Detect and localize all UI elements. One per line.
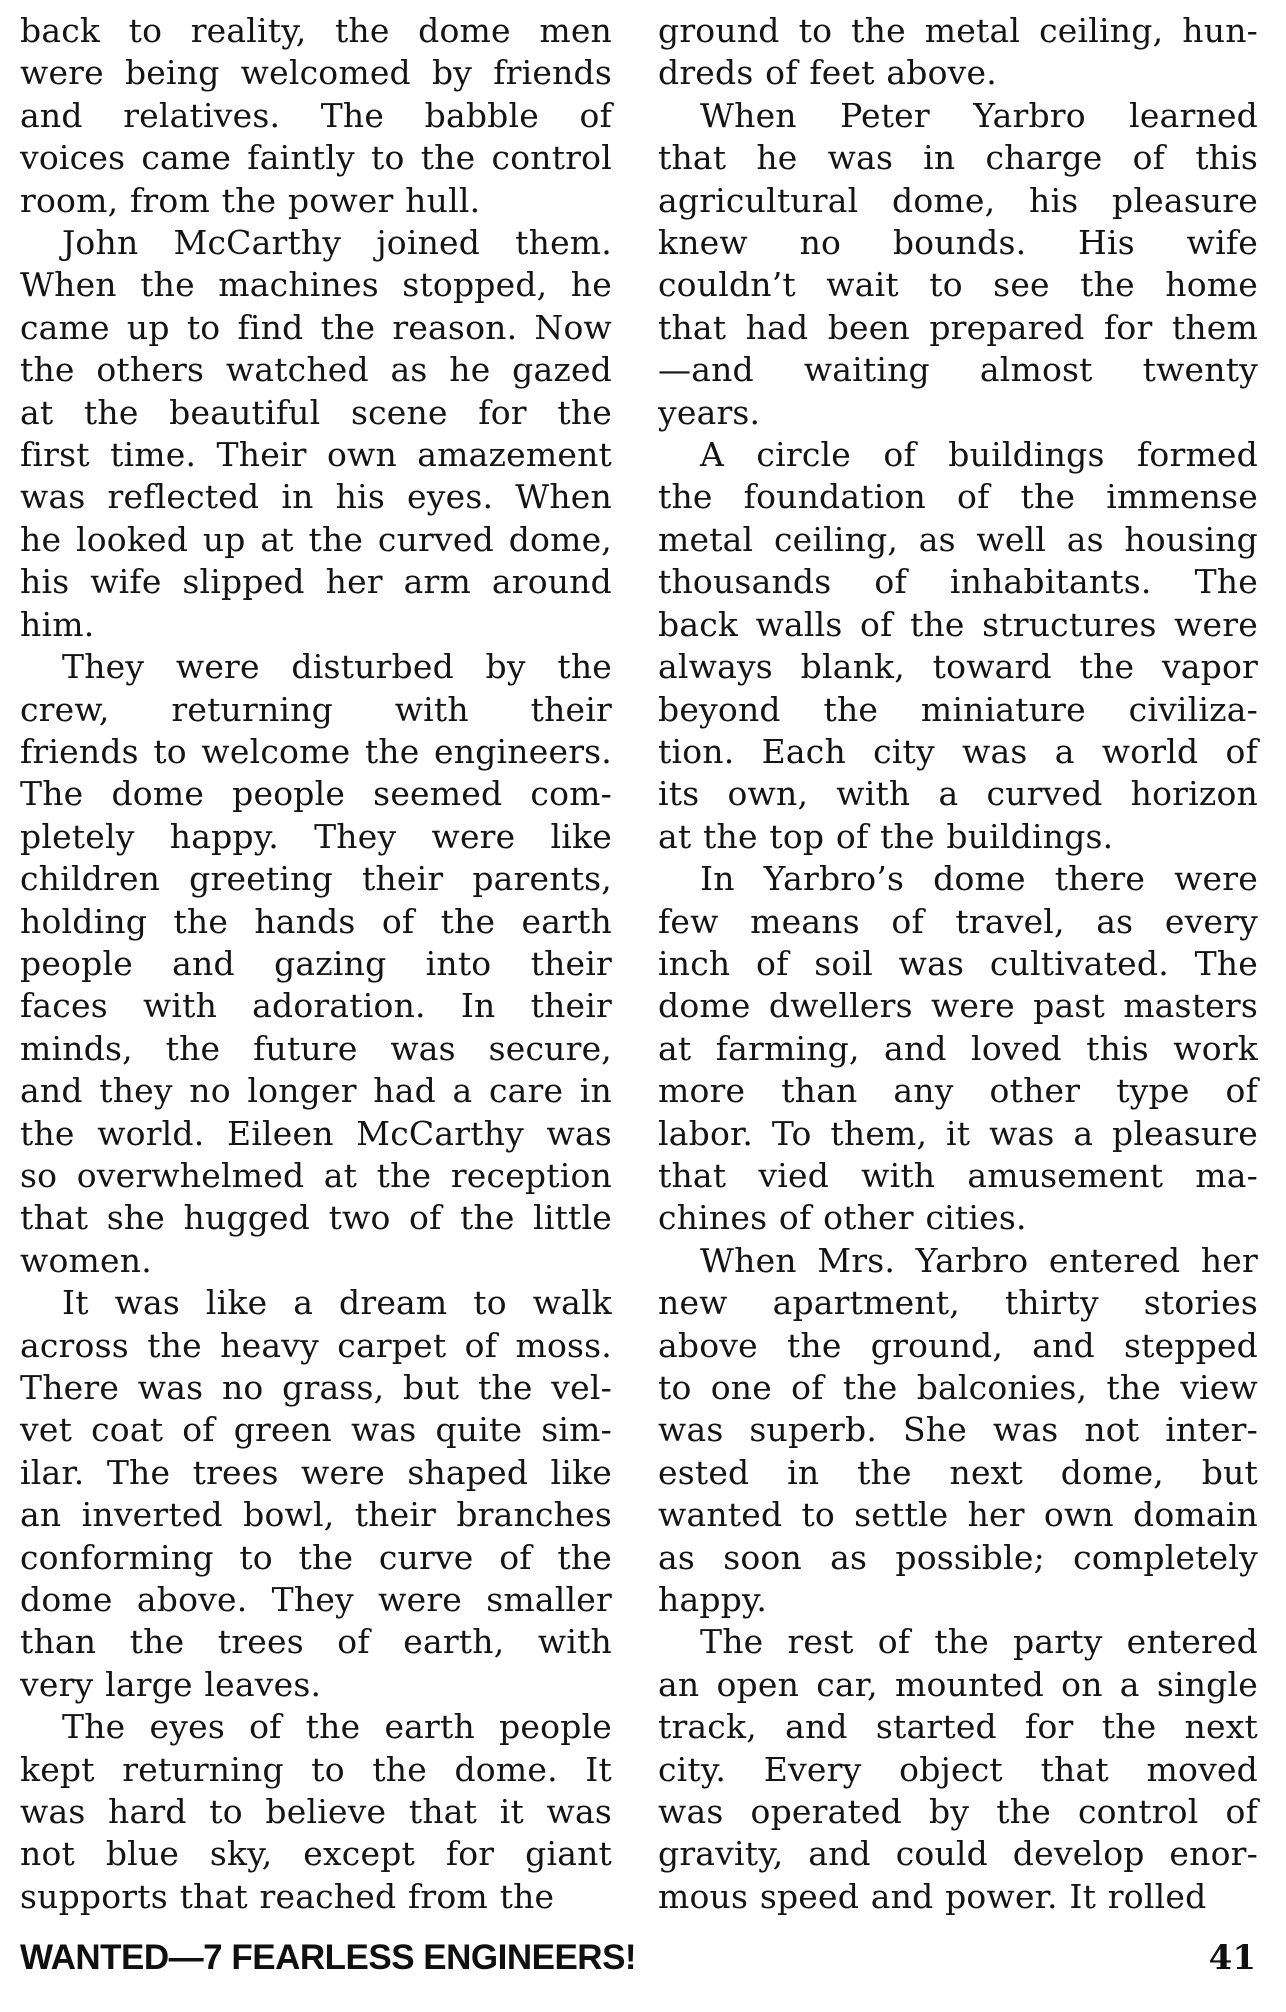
text-line: friends to welcome the engineers. <box>20 731 612 771</box>
text-line: women. <box>20 1240 152 1280</box>
text-line: at farming, and loved this work <box>658 1028 1258 1068</box>
text-line: pletely happy. They were like <box>20 816 612 856</box>
text-line: The rest of the party entered <box>700 1622 1258 1662</box>
text-line: —and waiting almost twenty <box>658 350 1258 390</box>
paragraph <box>20 646 612 1282</box>
text-line: the world. Eileen McCarthy was <box>20 1113 612 1153</box>
text-line: tion. Each city was a world of <box>658 731 1258 771</box>
text-line: The dome people seemed com- <box>20 774 612 814</box>
running-title: WANTED—7 FEARLESS ENGINEERS! <box>20 1938 637 1977</box>
text-line: across the heavy carpet of moss. <box>20 1325 612 1365</box>
text-line: and relatives. The babble of <box>20 95 612 135</box>
text-line: and they no longer had a care in <box>20 1071 612 1111</box>
text-line: room, from the power hull. <box>20 180 481 220</box>
text-line: came up to find the reason. Now <box>20 307 612 347</box>
text-line: that she hugged two of the little <box>20 1198 612 1238</box>
text-line: faces with adoration. In their <box>20 986 612 1026</box>
text-column <box>20 10 612 1918</box>
paragraph <box>20 222 612 646</box>
text-line: couldn’t wait to see the home <box>658 265 1258 305</box>
text-line: dome dwellers were past masters <box>658 986 1258 1026</box>
text-line: the others watched as he gazed <box>20 350 612 390</box>
text-line: was reflected in his eyes. When <box>20 477 612 517</box>
text-line: crew, returning with their <box>20 689 612 729</box>
text-line: beyond the miniature civiliza- <box>658 689 1258 729</box>
text-line: back to reality, the dome men <box>20 11 612 50</box>
text-line: an open car, mounted on a single <box>658 1664 1258 1704</box>
text-line: dreds of feet above. <box>658 53 997 93</box>
text-line: voices came faintly to the control <box>20 138 612 178</box>
text-line: holding the hands of the earth <box>20 901 612 941</box>
paragraph <box>658 10 1258 95</box>
text-line: mous speed and power. It rolled <box>658 1876 1207 1916</box>
text-line: It was like a dream to walk <box>62 1283 612 1323</box>
text-line: not blue sky, except for giant <box>20 1834 612 1874</box>
text-line: that he was in charge of this <box>658 138 1258 178</box>
text-line: few means of travel, as every <box>658 901 1258 941</box>
paragraph <box>20 1706 612 1918</box>
text-line: When Peter Yarbro learned <box>700 95 1258 135</box>
text-line: people and gazing into their <box>20 943 612 983</box>
text-line: There was no grass, but the vel- <box>20 1368 612 1407</box>
text-line: was operated by the control of <box>658 1792 1258 1832</box>
text-line: ested in the next dome, but <box>658 1452 1258 1492</box>
text-line: When the machines stopped, he <box>20 265 612 305</box>
text-line: When Mrs. Yarbro entered her <box>700 1240 1258 1280</box>
text-line: him. <box>20 604 95 644</box>
text-line: metal ceiling, as well as housing <box>658 519 1258 559</box>
text-line: new apartment, thirty stories <box>658 1283 1258 1323</box>
text-line: more than any other type of <box>658 1071 1258 1111</box>
text-line: the foundation of the immense <box>658 477 1258 517</box>
text-line: very large leaves. <box>20 1664 322 1704</box>
text-line: chines of other cities. <box>658 1198 1027 1238</box>
text-line: to one of the balconies, the view <box>658 1368 1258 1407</box>
text-line: was hard to believe that it was <box>20 1792 612 1832</box>
text-line: its own, with a curved horizon <box>658 774 1258 814</box>
text-line: as soon as possible; completely <box>658 1537 1258 1577</box>
text-line: so overwhelmed at the reception <box>20 1155 612 1195</box>
text-line: ground to the metal ceiling, hun- <box>658 11 1258 50</box>
text-line: was superb. She was not inter- <box>658 1410 1258 1450</box>
paragraph <box>658 434 1258 858</box>
text-line: his wife slipped her arm around <box>20 562 612 602</box>
text-line: thousands of inhabitants. The <box>658 562 1258 602</box>
text-line: at the top of the buildings. <box>658 816 1114 856</box>
text-line: he looked up at the curved dome, <box>20 519 612 559</box>
text-line: knew no bounds. His wife <box>658 223 1258 263</box>
text-line: happy. <box>658 1580 768 1620</box>
text-line: back walls of the structures were <box>658 604 1258 644</box>
paragraph <box>20 1282 612 1706</box>
text-line: In Yarbro’s dome there were <box>700 859 1258 899</box>
text-line: than the trees of earth, with <box>20 1622 612 1662</box>
paragraph <box>658 1621 1258 1918</box>
paragraph <box>658 1240 1258 1622</box>
text-line: supports that reached from the <box>20 1876 555 1916</box>
two-column-text-block <box>20 10 1258 1918</box>
text-line: always blank, toward the vapor <box>658 647 1258 687</box>
text-line: The eyes of the earth people <box>62 1707 612 1747</box>
text-line: gravity, and could develop enor- <box>658 1834 1258 1874</box>
text-line: inch of soil was cultivated. The <box>658 943 1258 983</box>
text-line: They were disturbed by the <box>62 647 612 687</box>
text-column <box>658 10 1258 1918</box>
text-line: were being welcomed by friends <box>20 53 612 93</box>
paragraph <box>658 95 1258 434</box>
text-line: that had been prepared for them <box>658 307 1258 347</box>
text-line: that vied with amusement ma- <box>658 1155 1258 1195</box>
text-line: city. Every object that moved <box>658 1749 1258 1789</box>
text-line: above the ground, and stepped <box>658 1325 1258 1365</box>
text-line: an inverted bowl, their branches <box>20 1495 612 1535</box>
text-line: ilar. The trees were shaped like <box>20 1452 612 1492</box>
text-line: years. <box>658 392 761 432</box>
text-line: wanted to settle her own domain <box>658 1495 1258 1535</box>
text-line: minds, the future was secure, <box>20 1028 612 1068</box>
text-line: dome above. They were smaller <box>20 1580 612 1620</box>
page-number: 41 <box>1208 1938 1256 1978</box>
text-line: first time. Their own amazement <box>20 435 612 475</box>
page-footer <box>0 1938 1286 1978</box>
text-line: agricultural dome, his pleasure <box>658 180 1258 220</box>
paragraph <box>658 858 1258 1240</box>
text-line: kept returning to the dome. It <box>20 1749 612 1789</box>
paragraph <box>20 10 612 222</box>
text-line: labor. To them, it was a pleasure <box>658 1113 1258 1153</box>
text-line: vet coat of green was quite sim- <box>20 1410 612 1450</box>
text-line: track, and started for the next <box>658 1707 1258 1747</box>
text-line: A circle of buildings formed <box>700 435 1258 475</box>
text-line: children greeting their parents, <box>20 859 612 899</box>
text-line: at the beautiful scene for the <box>20 392 612 432</box>
text-line: conforming to the curve of the <box>20 1537 612 1577</box>
text-line: John McCarthy joined them. <box>62 223 612 263</box>
